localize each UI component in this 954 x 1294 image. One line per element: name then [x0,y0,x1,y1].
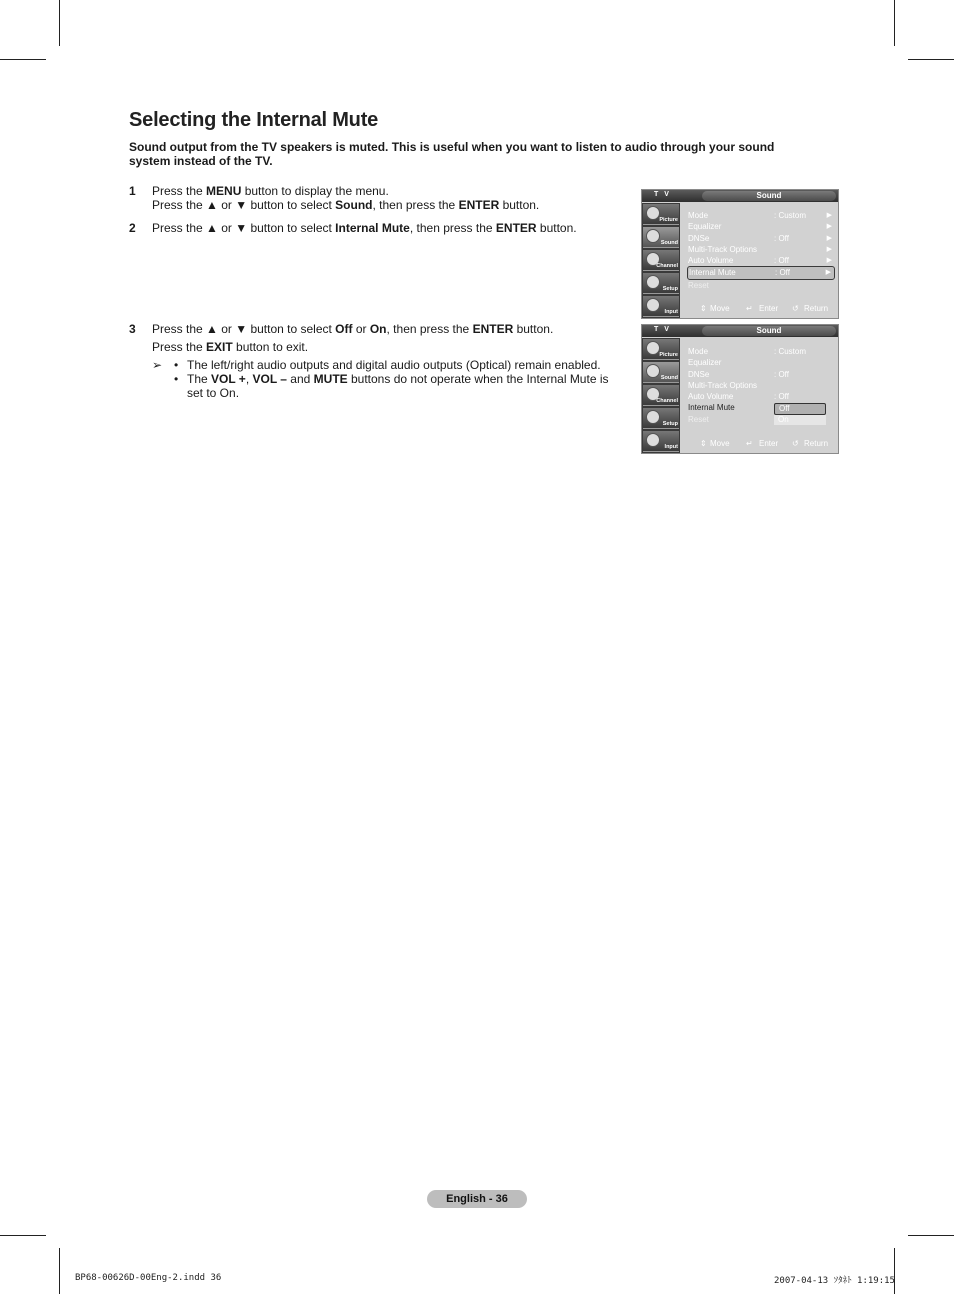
input-icon [646,433,660,447]
step-2 [129,221,629,237]
osd-sidebar [642,203,680,318]
page-number: English - 36 [427,1190,527,1208]
osd-footer: ⇕ Move ↵ Enter ↺ Return [700,439,829,448]
page-title: Selecting the Internal Mute [129,109,379,131]
crop-mark [908,1235,954,1236]
tab-sound: Sound [702,191,836,201]
move-icon: ⇕ [700,439,707,448]
sidebar-item-sound: Sound [643,362,679,383]
osd-footer: ⇕ Move ↵ Enter ↺ Return [700,304,829,313]
step-line: Press the ▲ or ▼ button to select Sound, then press the ENTER button. [152,198,540,212]
step-number: 1 [129,184,136,198]
menu-row: Multi-Track Options ▶ [688,244,832,254]
step-number: 2 [129,221,136,235]
picture-icon [646,206,660,220]
picture-icon [646,341,660,355]
tab-sound: Sound [702,326,836,336]
step-line: Press the MENU button to display the menu. [152,184,389,198]
return-icon: ↺ [792,439,799,448]
crop-mark [908,59,954,60]
setup-icon [646,275,660,289]
menu-row: Mode : Custom ▶ [688,211,832,220]
crop-mark [894,0,895,46]
menu-row: Internal Mute [688,403,735,413]
menu-row: Reset [688,414,709,424]
sound-icon [646,229,660,243]
sidebar-item-setup: Setup [643,273,679,294]
sidebar-item-input: Input [643,296,679,317]
intro-text: Sound output from the TV speakers is muted. This is useful when you want to listen to audio through your sound system instead of the TV. [129,140,775,168]
crop-mark [59,1248,60,1294]
osd-sidebar [642,338,680,453]
option-on: On [774,415,826,425]
input-icon [646,298,660,312]
menu-row: Equalizer [688,358,722,368]
menu-row: Auto Volume : Off [688,392,789,402]
menu-row-selected: Internal Mute : Off ▶ [687,266,835,279]
arrow-right-icon: ▶ [826,212,832,219]
crop-mark [0,1235,46,1236]
menu-row: Equalizer ▶ [688,222,832,232]
return-icon: ↺ [792,304,799,313]
slug-file: BP68-00626D-00Eng-2.indd 36 [75,1273,222,1283]
enter-icon: ↵ [746,439,753,448]
sidebar-item-picture: Picture [643,339,679,360]
step-1 [129,184,629,214]
tv-label: T V [654,191,671,198]
arrow-right-icon: ▶ [826,223,832,231]
option-dropdown [774,403,826,425]
sidebar-item-input: Input [643,431,679,452]
sound-icon [646,364,660,378]
arrow-right-icon: ▶ [825,269,831,277]
osd-sound-menu-options [641,324,839,454]
setup-icon [646,410,660,424]
sidebar-item-setup: Setup [643,408,679,429]
crop-mark [894,1248,895,1294]
enter-icon: ↵ [746,304,753,313]
slug-date: 2007-04-13 ｿﾀﾈﾄ 1:19:15 [774,1276,895,1286]
crop-mark [59,0,60,46]
sidebar-item-channel: Channel [643,250,679,271]
step-3 [129,322,629,356]
note-item: • The left/right audio outputs and digital audio outputs (Optical) remain enabled. [174,358,601,372]
step-line: Press the EXIT button to exit. [152,340,309,354]
menu-row: Reset [688,280,709,290]
menu-row: DNSe : Off [688,369,789,379]
menu-row: DNSe : Off ▶ [688,233,832,243]
menu-row: Auto Volume : Off ▶ [688,256,832,266]
osd-sound-menu [641,189,839,319]
step-number: 3 [129,322,136,336]
sidebar-item-sound: Sound [643,227,679,248]
arrow-right-icon: ▶ [826,245,832,253]
tv-label: T V [654,326,671,333]
menu-row: Mode : Custom [688,347,807,356]
sidebar-item-channel: Channel [643,385,679,406]
note-item: • The VOL +, VOL – and MUTE buttons do not operate when the Internal Mute is set to On. [174,372,609,400]
sidebar-item-picture: Picture [643,204,679,225]
osd-menu-list [687,210,835,291]
option-off: Off [774,403,826,415]
step-line: Press the ▲ or ▼ button to select Off or On, then press the ENTER button. [152,322,554,336]
move-icon: ⇕ [700,304,707,313]
arrow-right-icon: ▶ [826,257,832,265]
note-arrow-icon: ➢ [152,358,163,372]
menu-row: Multi-Track Options [688,380,758,390]
crop-mark [0,59,46,60]
arrow-right-icon: ▶ [826,234,832,242]
step-line: Press the ▲ or ▼ button to select Internal Mute, then press the ENTER button. [152,221,577,235]
